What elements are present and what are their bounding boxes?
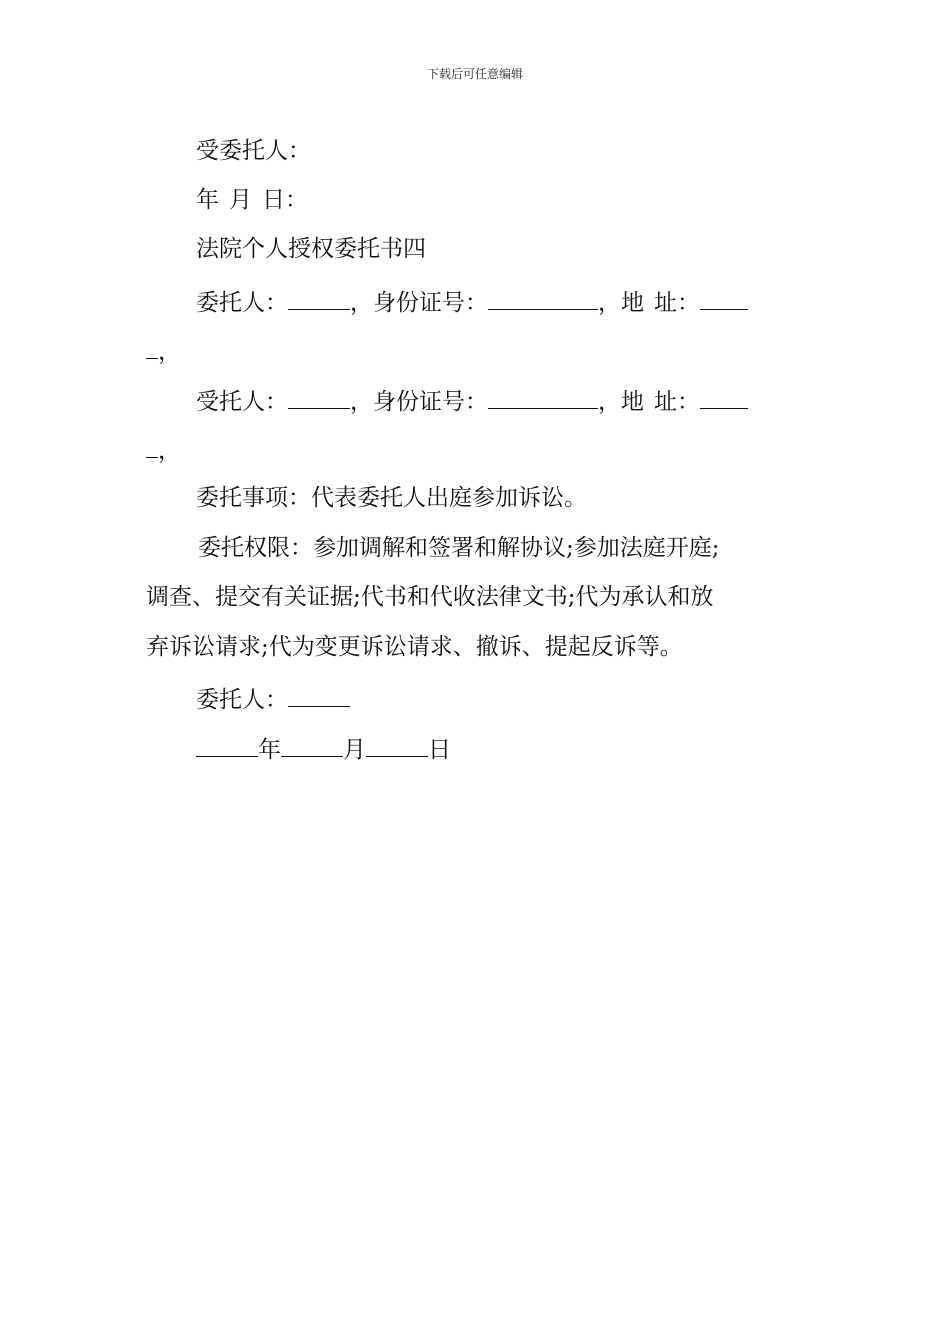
- agent-id-blank: [488, 384, 598, 409]
- day-label: 日：: [262, 187, 308, 213]
- title-text: 法院个人授权委托书四: [196, 236, 426, 262]
- signature-label: 委托人：: [196, 687, 288, 713]
- authority-line-1: [198, 533, 720, 563]
- agent-id-label: ，身份证号：: [350, 389, 488, 415]
- document-title: [196, 234, 426, 264]
- agent-line-continuation: [146, 433, 181, 466]
- agent-line: [196, 384, 748, 417]
- authority-line-2: [146, 582, 714, 612]
- agent-address-blank-cont: [146, 433, 158, 458]
- principal-name-blank: [288, 285, 350, 310]
- month-blank: [281, 732, 343, 757]
- sign-day-label: 日: [428, 737, 451, 763]
- trustee-label: 受委托人：: [196, 138, 311, 164]
- matters-line: [196, 483, 587, 513]
- principal-line: [196, 285, 748, 318]
- agent-address-label: 址：: [654, 389, 700, 415]
- signature-blank: [288, 682, 350, 707]
- principal-line-continuation: [146, 334, 181, 367]
- matters-text: 委托事项：代表委托人出庭参加诉讼。: [196, 485, 587, 511]
- authority-text-2: 调查、提交有关证据;代书和代收法律文书;代为承认和放: [146, 584, 714, 610]
- principal-address-label: 址：: [654, 290, 700, 316]
- authority-text-3: 弃诉讼请求;代为变更诉讼请求、撤诉、提起反诉等。: [146, 634, 683, 660]
- principal-address-blank: [700, 285, 748, 310]
- principal-label: 委托人：: [196, 290, 288, 316]
- sign-month-label: 月: [343, 737, 366, 763]
- year-blank: [196, 732, 258, 757]
- principal-id-blank: [488, 285, 598, 310]
- signature-date-line: [196, 732, 451, 765]
- day-blank: [366, 732, 428, 757]
- principal-address-blank-cont: [146, 334, 158, 359]
- principal-address-prefix: ，地: [598, 290, 644, 316]
- agent-name-blank: [288, 384, 350, 409]
- agent-address-blank: [700, 384, 748, 409]
- principal-id-label: ，身份证号：: [350, 290, 488, 316]
- sign-year-label: 年: [258, 737, 281, 763]
- agent-address-prefix: ，地: [598, 389, 644, 415]
- month-label: 月: [229, 187, 252, 213]
- authority-text-1: 委托权限：参加调解和签署和解协议;参加法庭开庭;: [198, 535, 720, 561]
- agent-label: 受托人：: [196, 389, 288, 415]
- principal-comma: ，: [158, 339, 181, 365]
- signature-line: [196, 682, 350, 715]
- trustee-label-line: [196, 136, 311, 166]
- agent-comma: ，: [158, 438, 181, 464]
- page-header: 下载后可任意编辑: [426, 67, 523, 81]
- authority-line-3: [146, 632, 683, 662]
- date-line: [196, 185, 308, 215]
- year-label: 年: [196, 187, 219, 213]
